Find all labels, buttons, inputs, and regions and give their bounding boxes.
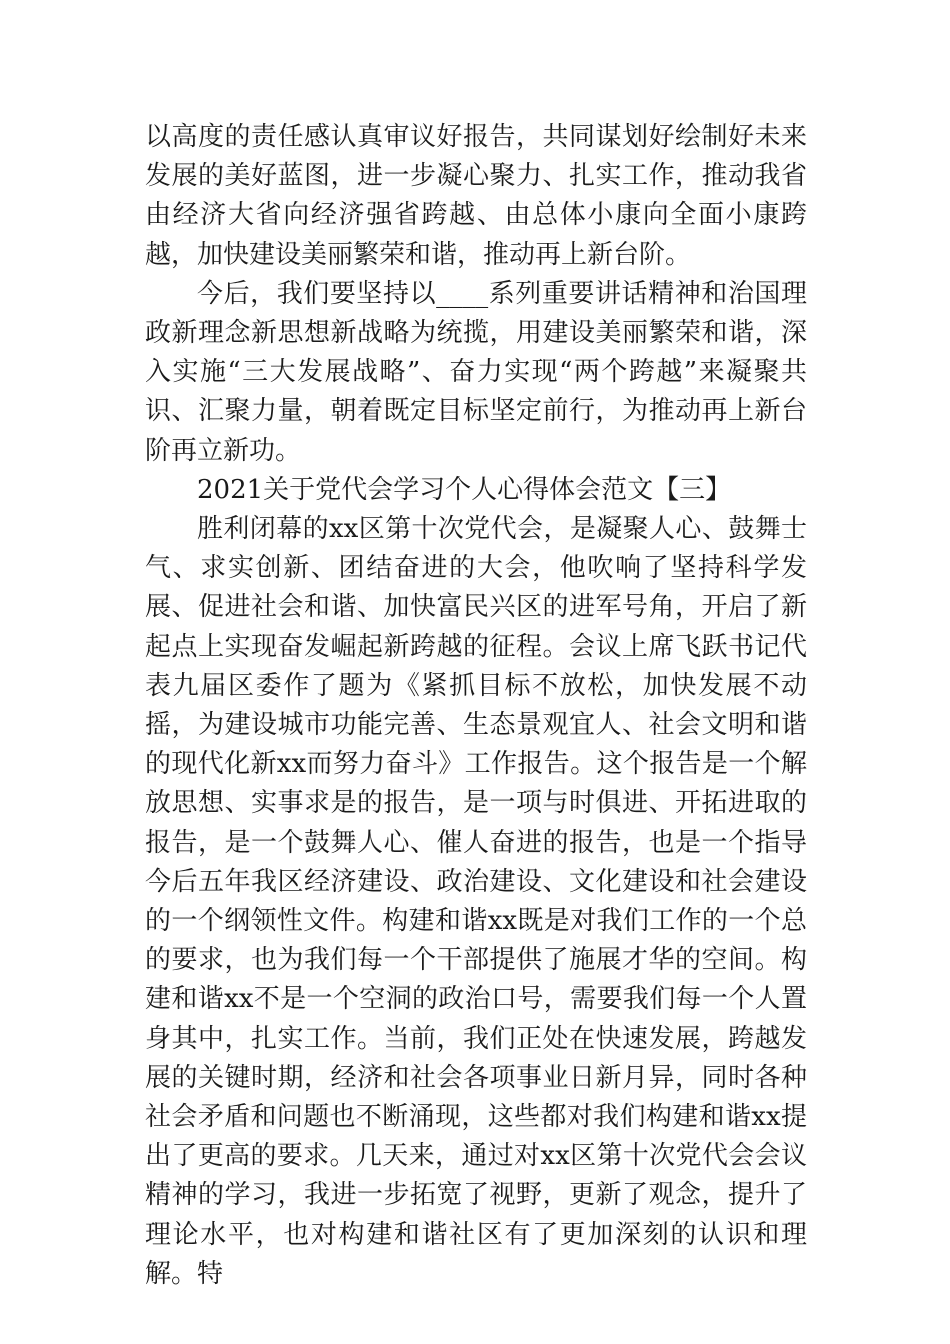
paragraph-future-work: 今后，我们要坚持以____系列重要讲话精神和治国理政新理念新思想新战略为统揽，用建设美丽繁荣和谐，深入实施“三大发展战略”、奋力实现“两个跨越”来凝聚共识、汇聚力量，朝着既定目标坚定前行，为推动再上新台阶再立新功。 bbox=[145, 278, 807, 466]
section-heading: 2021关于党代会学习个人心得体会范文【三】 bbox=[197, 474, 732, 505]
paragraph-continuation: 以高度的责任感认真审议好报告，共同谋划好绘制好未来发展的美好蓝图，进一步凝心聚力、扎实工作，推动我省由经济大省向经济强省跨越、由总体小康向全面小康跨越，加快建设美丽繁荣和谐，推动再上新台阶。 bbox=[145, 122, 807, 270]
paragraph-congress-summary: 胜利闭幕的xx区第十次党代会，是凝聚人心、鼓舞士气、求实创新、团结奋进的大会，他吹响了坚持科学发展、促进社会和谐、加快富民兴区的进军号角，开启了新起点上实现奋发崛起新跨越的征程。会议上席飞跃书记代表九届区委作了题为《紧抓目标不放松，加快发展不动摇，为建设城市功能完善、生态景观宜人、社会文明和谐的现代化新xx而努力奋斗》工作报告。这个报告是一个解放思想、实事求是的报告，是一项与时俱进、开拓进取的报告，是一个鼓舞人心、催人奋进的报告，也是一个指导今后五年我区经济建设、政治建设、文化建设和社会建设的一个纲领性文件。构建和谐xx既是对我们工作的一个总的要求，也为我们每一个干部提供了施展才华的空间。构建和谐xx不是一个空洞的政治口号，需要我们每一个人置身其中，扎实工作。当前，我们正处在快速发展，跨越发展的关键时期，经济和社会各项事业日新月异，同时各种社会矛盾和问题也不断涌现，这些都对我们构建和谐xx提出了更高的要求。几天来，通过对xx区第十次党代会会议精神的学习，我进一步拓宽了视野，更新了观念，提升了理论水平，也对构建和谐社区有了更加深刻的认识和理解。特 bbox=[145, 514, 807, 1289]
document-body bbox=[145, 118, 807, 1294]
